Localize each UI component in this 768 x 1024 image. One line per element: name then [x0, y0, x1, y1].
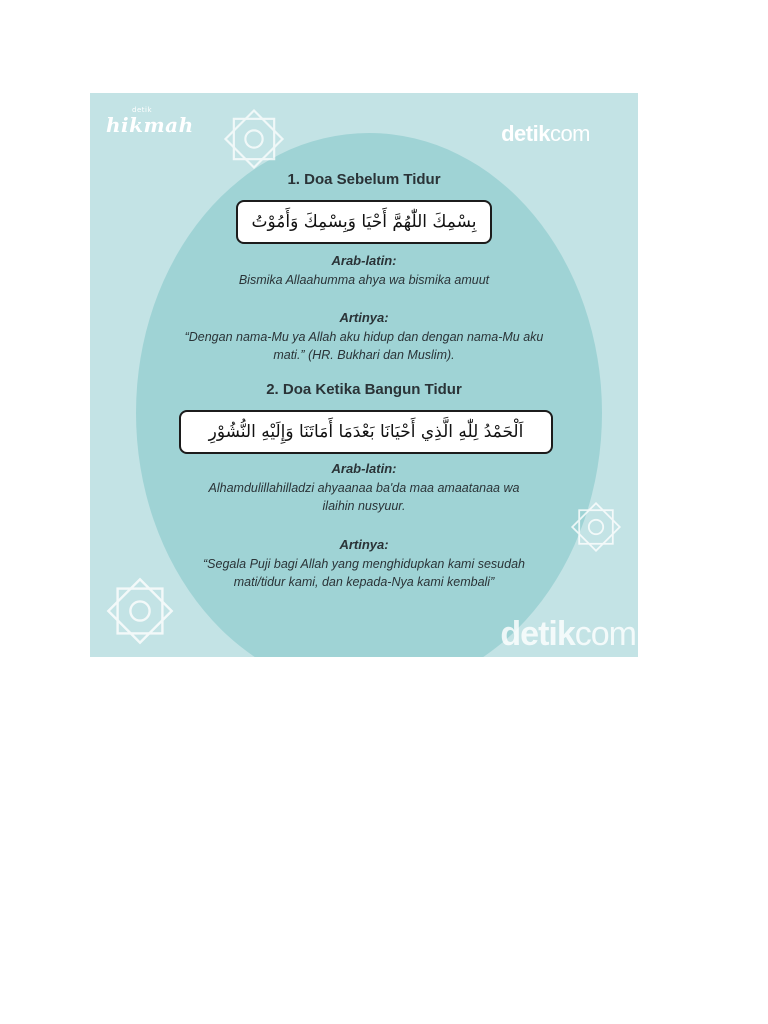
section-2-latin-line2: ilaihin nusyuur.	[322, 499, 406, 513]
section-1-latin-label: Arab-latin:	[331, 253, 397, 268]
section-2-latin-label: Arab-latin:	[331, 461, 397, 476]
section-1-heading: 1. Doa Sebelum Tidur	[287, 171, 441, 188]
section-2-latin-line1: Alhamdulillahilladzi ahyaanaa ba'da maa amaatanaa wa	[208, 481, 520, 495]
section-1-arabic: بِسْمِكَ اللّٰهُمَّ أَحْيَا وَبِسْمِكَ وَأَمُوْتُ	[236, 200, 492, 244]
section-2-meaning-line2: mati/tidur kami, dan kepada-Nya kami kembali”	[233, 575, 495, 589]
hikmah-logo: detik hikmah	[106, 106, 194, 137]
doa-content	[90, 93, 638, 657]
detikcom-watermark: detikcom	[500, 615, 636, 653]
section-1-meaning-line1: “Dengan nama-Mu ya Allah aku hidup dan dengan nama-Mu aku	[184, 330, 544, 344]
section-1-meaning-line2: mati.” (HR. Bukhari dan Muslim).	[273, 348, 455, 362]
doa-card	[90, 93, 638, 657]
section-2-meaning-label: Artinya:	[339, 537, 389, 552]
section-2-arabic: اَلْحَمْدُ لِلّٰهِ الَّذِي أَحْيَانَا بَعْدَمَا أَمَاتَنَا وَإِلَيْهِ النُّشُوْرِ	[179, 410, 553, 454]
section-1-latin: Bismika Allaahumma ahya wa bismika amuut	[238, 273, 490, 287]
section-2-meaning-line1: “Segala Puji bagi Allah yang menghidupkan kami sesudah	[203, 557, 525, 571]
section-2-heading: 2. Doa Ketika Bangun Tidur	[266, 381, 462, 398]
detikcom-logo: detikcom	[501, 121, 590, 146]
section-1-meaning-label: Artinya:	[339, 310, 389, 325]
